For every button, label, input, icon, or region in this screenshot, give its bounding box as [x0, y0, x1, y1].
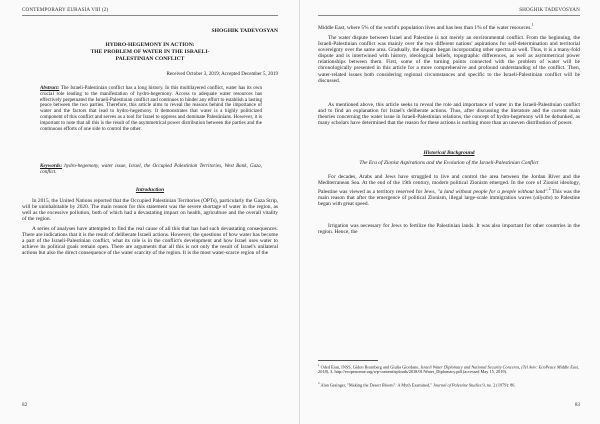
page-number-right: 83	[574, 402, 580, 408]
right-page	[300, 0, 600, 424]
running-header-left: CONTEMPORARY EURASIA VIII (2)	[22, 7, 109, 13]
keywords-label: Keywords:	[40, 163, 63, 169]
article-title-line-2: THE PROBLEM OF WATER IN THE ISRAELI-	[90, 49, 210, 55]
zionist-quote: "a land without people for a people without land".	[437, 188, 549, 195]
section-heading-historical-background: Historical Background	[423, 150, 475, 156]
article-title-line-1: HYDRO-HEGEMONY IN ACTION:	[105, 42, 195, 48]
author-name: SHOGHIK TADEVOSYAN	[211, 28, 278, 34]
body-paragraph-3: As mentioned above, this article seeks to reveal the role and importance of water in the Israeli-Palestinian conflict and to find an explanation for Israel's deliberate actions. Thus, after discussing the literature and the current main theories concerning the water issue in Israeli-Palestinian relations, the concept of hydro-hegemony will be debunked, as many scholars have determined that the reason for these actions is nothing more than an uneven distribution of power.	[318, 102, 580, 127]
body-paragraph-4: For decades, Arabs and Jews have struggled to live and control the area between the Jordan River and the Mediterranean Sea. At the end of the 19th century, modern political Zionism emerged. In the core of Zionist ideology, Palestine was viewed as a territory reserved for Jews, "a land without people for a people without land".$^2$ This was the main reason that after the emergence of political Zionism, illegal large-scale immigration waves (aliyahs) to Palestine began with great speed.	[318, 174, 580, 208]
aliyahs-term: aliyahs	[535, 195, 551, 202]
keywords	[40, 164, 262, 176]
footnote-2: $^2$ Alan Grainger, "Making the Desert Bloom": A Myth Examined," Journal of Palestine Studies 9, no. 2 (1979): 86.	[318, 381, 516, 388]
article-title-line-3: PALESTINIAN CONFLICT	[115, 56, 185, 62]
continued-paragraph: Middle East, where 5% of the world's population lives and has less than 1% of the water resources.$^1$	[318, 23, 534, 31]
running-header-right: SHOGHIK TADEVOSYAN	[519, 7, 580, 13]
body-paragraph-2: The water dispute between Israel and Palestine is not merely an environmental conflict. From the beginning, the Israeli-Palestinian conflict was mainly over the two different nations' aspirations for self-determination and territorial sovereignty over the same area. Gradually, the dispute began incorporating other spectra as well. Thus, it is a many-fold dispute and is intertwined with history, ideological beliefs, topographic differences, as well as asymmetrical power relationships between them. First, some of the turning points connected with the problem of water will be chronologically presented in this article for a more comprehensive and profound understanding of the conflict. Then, water-related issues both considering regional circumstances and specific to the Israeli-Palestinian conflict will be discussed.	[318, 35, 580, 84]
keywords-text: hydro-hegemony, water issue, Israel, the Occupied Palestinian Territories, West Bank, Gaza, conflict.	[40, 163, 262, 175]
body-paragraph-5: Irrigation was necessary for Jews to fertilize the Palestinian lands. It was also important for other countries in the region. Hence, the	[318, 223, 580, 236]
header-rule-left	[22, 15, 278, 16]
subsection-heading-zionist-era: The Era of Zionist Aspirations and the Evolution of the Israeli-Palestinian Conflict	[359, 160, 539, 166]
footnote-1: $^1$ Oded Eran, INSS, Gidon Bromberg and Giulia Giordano, Israeli Water Diplomacy and National Security Concerns, (Tel Aviv: EcoPeace Middle East, 2018), 3, http://ecopeaceme.org/wp-content/uploads/2018/01/Water_Diplomacy.pdf (accessed May 15, 2019).	[318, 363, 579, 375]
footnote-ref-2[interactable]: 2	[548, 187, 551, 192]
footnote-rule	[318, 360, 378, 361]
intro-paragraph-1: In 2015, the United Nations reported that the Occupied Palestinian Territories (OPTs), particularly the Gaza Strip, will be uninhabitable by 2020. The main reason for this statement was the severe shortage of water in the region, as well as the excessive pollution, both of which had a devastating impact on health, agriculture and the overall vitality of the region.	[22, 198, 278, 223]
abstract-label: Abstract:	[40, 85, 60, 91]
header-rule-right	[318, 15, 580, 16]
intro-paragraph-2: A series of analyses have attempted to find the real cause of all this that has had such devastating consequences. There are indications that it is the result of deliberate Israeli actions. However, the questions of how water has become a part of the Israeli-Palestinian conflict, what its role is in the conflict's development and how Israel uses water to achieve its political goals remain open. There are arguments that all this is not only the result of Israel's unilateral actions but also the direct consequence of the water scarcity of the region. It is the most water-scarce region of the	[22, 226, 278, 257]
abstract	[40, 86, 262, 132]
abstract-text: The Israeli-Palestinian conflict has a long history. In this multilayered conflict, water has its own crucial role leading to the manifestation of hydro-hegemony. Access to adequate water resources has effectively perpetuated the Israeli-Palestinian conflict and continues to hinder any effort to establish a lasting peace between the two parties. Therefore, this article aims to reveal the reasons behind the importance of water and the factors that lead to hydro-hegemony. It demonstrates that water is a highly politicized component of this conflict and serves as a tool for Israel to oppress and dominate Palestinians. However, it is important to note that all this is the result of the asymmetrical power distribution between the parties and the continuous efforts of one side to control the other.	[40, 85, 262, 132]
section-heading-introduction: Introduction	[135, 187, 165, 193]
received-date: Received October 3, 2019; Accepted December 5, 2019	[166, 72, 278, 77]
footnote-ref-1[interactable]: 1	[531, 23, 534, 27]
page-number-left: 82	[22, 402, 28, 408]
